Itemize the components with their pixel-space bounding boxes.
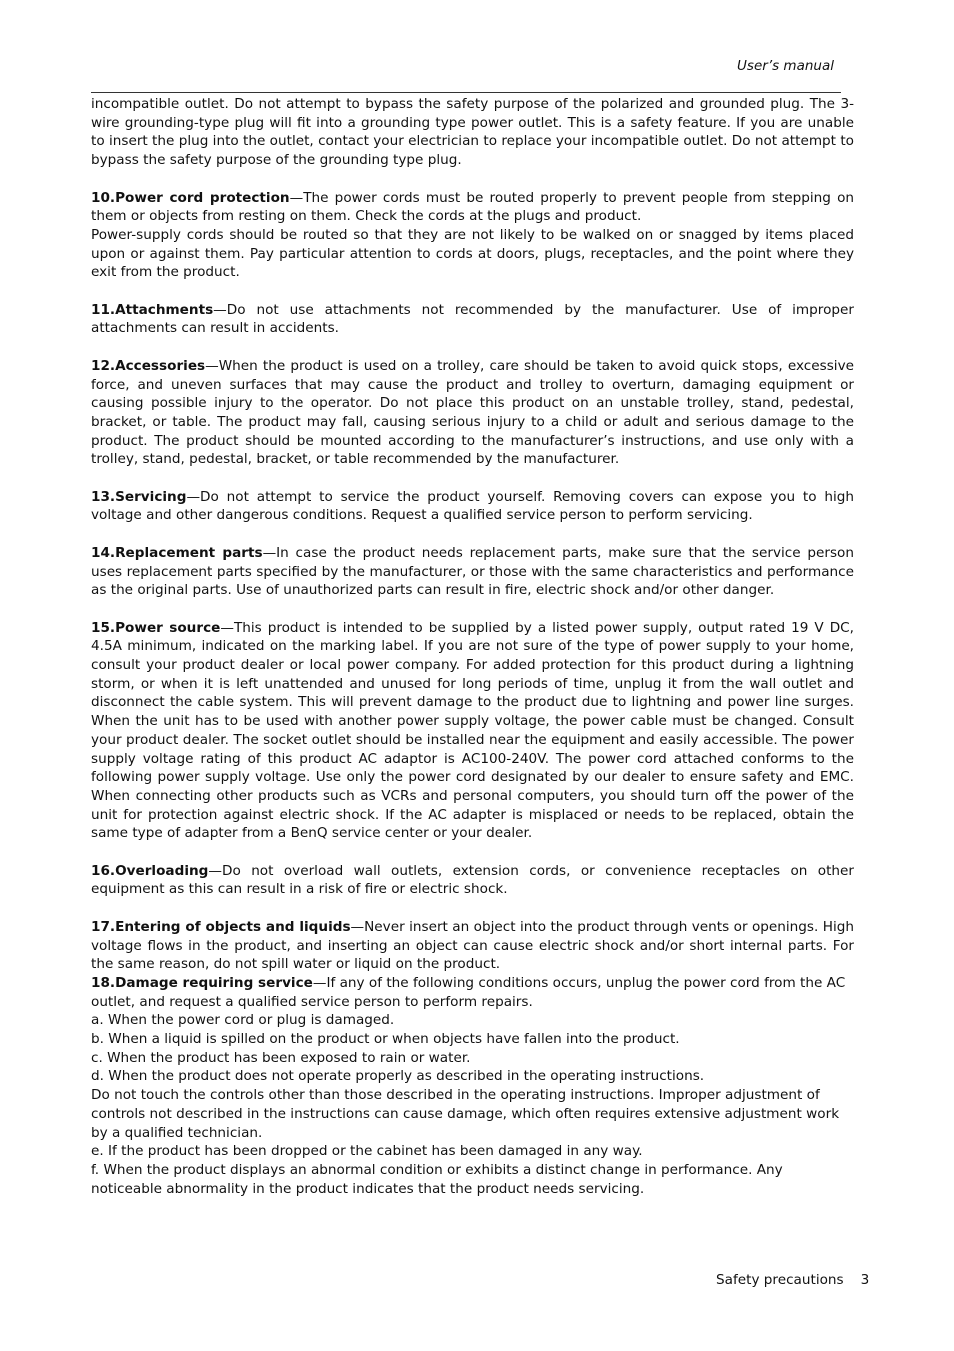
- item-title: 10.Power cord protection: [91, 189, 290, 206]
- page-body: [91, 95, 854, 1198]
- controls-note: Do not touch the controls other than those described in the operating instructions. Improper adjustment of controls not described in the instructions can cause damage, which often requires extensive adjustment work by a qualified technician.: [91, 1087, 840, 1141]
- item-title: 12.Accessories: [91, 357, 206, 374]
- item-damage-requiring-service: [91, 974, 854, 1011]
- item-text: —This product is intended to be supplied by a listed power supply, output rated 19 V DC, 4.5A minimum, indicated on the marking label. If you are not sure of the type of power supply to your home, consult your product dealer or local power company. For added protection for this product during a lightning storm, or when it is left unattended and unused for long periods of time, unplug it from the wall outlet and disconnect the cable system. This will prevent damage to the product due to lightning and power line surges. When the unit has to be used with another power supply voltage, the power cable must be changed. Consult your product dealer. The socket outlet should be installed near the equipment and easily accessible. The power supply voltage rating of this product AC adaptor is AC100-240V. The power cord attached conforms to the following power supply voltage. Use only the power cord designated by our dealer to ensure safety and EMC. When connecting other products such as VCRs and personal computers, you should turn off the power of the unit for protection against electric shock. If the AC adapter is misplaced or needs to be replaced, obtain the same type of adapter from a BenQ service center or your dealer.: [91, 619, 854, 842]
- item-text: —In case the product needs replacement parts, make sure that the service person uses replacement parts specified by the manufacturer, or those with the same characteristics and performance as the original parts. Use of unauthorized parts can result in fire, electric shock and/or other danger.: [91, 544, 854, 599]
- item-power-source: [91, 619, 854, 843]
- item-accessories: [91, 357, 854, 469]
- item-text: —Do not overload wall outlets, extension cords, or convenience receptacles on other equipment as this can result in a risk of fire or electric shock.: [91, 862, 854, 898]
- list-item: b. When a liquid is spilled on the product or when objects have fallen into the product.: [91, 1031, 680, 1048]
- list-item: d. When the product does not operate properly as described in the operating instructions.: [91, 1068, 705, 1085]
- item-text: —Do not use attachments not recommended by the manufacturer. Use of improper attachments can result in accidents.: [91, 301, 854, 337]
- item-text: —Do not attempt to service the product yourself. Removing covers can expose you to high voltage and other dangerous conditions. Request a qualified service person to perform servicing.: [91, 488, 854, 524]
- item-title: 13.Servicing: [91, 488, 187, 505]
- item-title: 15.Power source: [91, 619, 221, 636]
- item-text: —If any of the following conditions occurs, unplug the power cord from the AC outlet, and request a qualified service person to perform repairs.: [91, 974, 846, 1010]
- page-number: 3: [860, 1272, 870, 1288]
- item-power-cord-protection: [91, 189, 854, 226]
- footer-section: Safety precautions: [716, 1272, 844, 1288]
- running-header: User’s manual: [737, 58, 834, 74]
- item-text: —When the product is used on a trolley, care should be taken to avoid quick stops, excessive force, and uneven surfaces that may cause the product and trolley to overturn, damaging equipment or causing possible injury to the operator. Do not place this product on an unstable trolley, stand, pedestal, bracket, or table. The product may fall, causing serious injury to a child or adult and serious damage to the product. The product should be mounted according to the manufacturer’s instructions, and use only with a trolley, stand, pedestal, bracket, or table recommended by the manufacturer.: [91, 357, 854, 468]
- item-title: 16.Overloading: [91, 862, 209, 879]
- list-item: e. If the product has been dropped or the cabinet has been damaged in any way.: [91, 1143, 643, 1160]
- item-title: 17.Entering of objects and liquids: [91, 918, 351, 935]
- header-rule: [91, 92, 841, 93]
- item-entering-objects: [91, 918, 854, 974]
- item-title: 14.Replacement parts: [91, 544, 263, 561]
- item-title: 18.Damage requiring service: [91, 974, 313, 991]
- page-footer: [716, 1272, 869, 1288]
- item-title: 11.Attachments: [91, 301, 214, 318]
- item-text: —Never insert an object into the product through vents or openings. High voltage flows in the product, and inserting an object can cause electric shock and/or short internal parts. For the same reason, do not spill water or liquid on the product.: [91, 918, 854, 973]
- list-item: c. When the product has been exposed to rain or water.: [91, 1049, 471, 1066]
- item-attachments: [91, 301, 854, 338]
- continuation-paragraph: incompatible outlet. Do not attempt to bypass the safety purpose of the polarized and grounded plug. The 3-wire grounding-type plug will fit into a grounding type power outlet. This is a safety feature. If you are unable to insert the plug into the outlet, contact your electrician to replace your incompatible outlet. Do not attempt to bypass the safety purpose of the grounding type plug.: [91, 96, 854, 169]
- list-item: a. When the power cord or plug is damaged.: [91, 1012, 395, 1029]
- item-servicing: [91, 488, 854, 525]
- item-text: —The power cords must be routed properly to prevent people from stepping on them or objects from resting on them. Check the cords at the plugs and product.: [91, 189, 855, 225]
- item-power-cord-protection-extra: Power-supply cords should be routed so that they are not likely to be walked on or snagged by items placed upon or against them. Pay particular attention to cords at doors, plugs, receptacles, and the point where they exit from the product.: [91, 226, 854, 281]
- list-item: f. When the product displays an abnormal condition or exhibits a distinct change in performance. Any noticeable abnormality in the product indicates that the product needs servicing.: [91, 1161, 783, 1197]
- item-replacement-parts: [91, 544, 854, 600]
- item-overloading: [91, 862, 854, 899]
